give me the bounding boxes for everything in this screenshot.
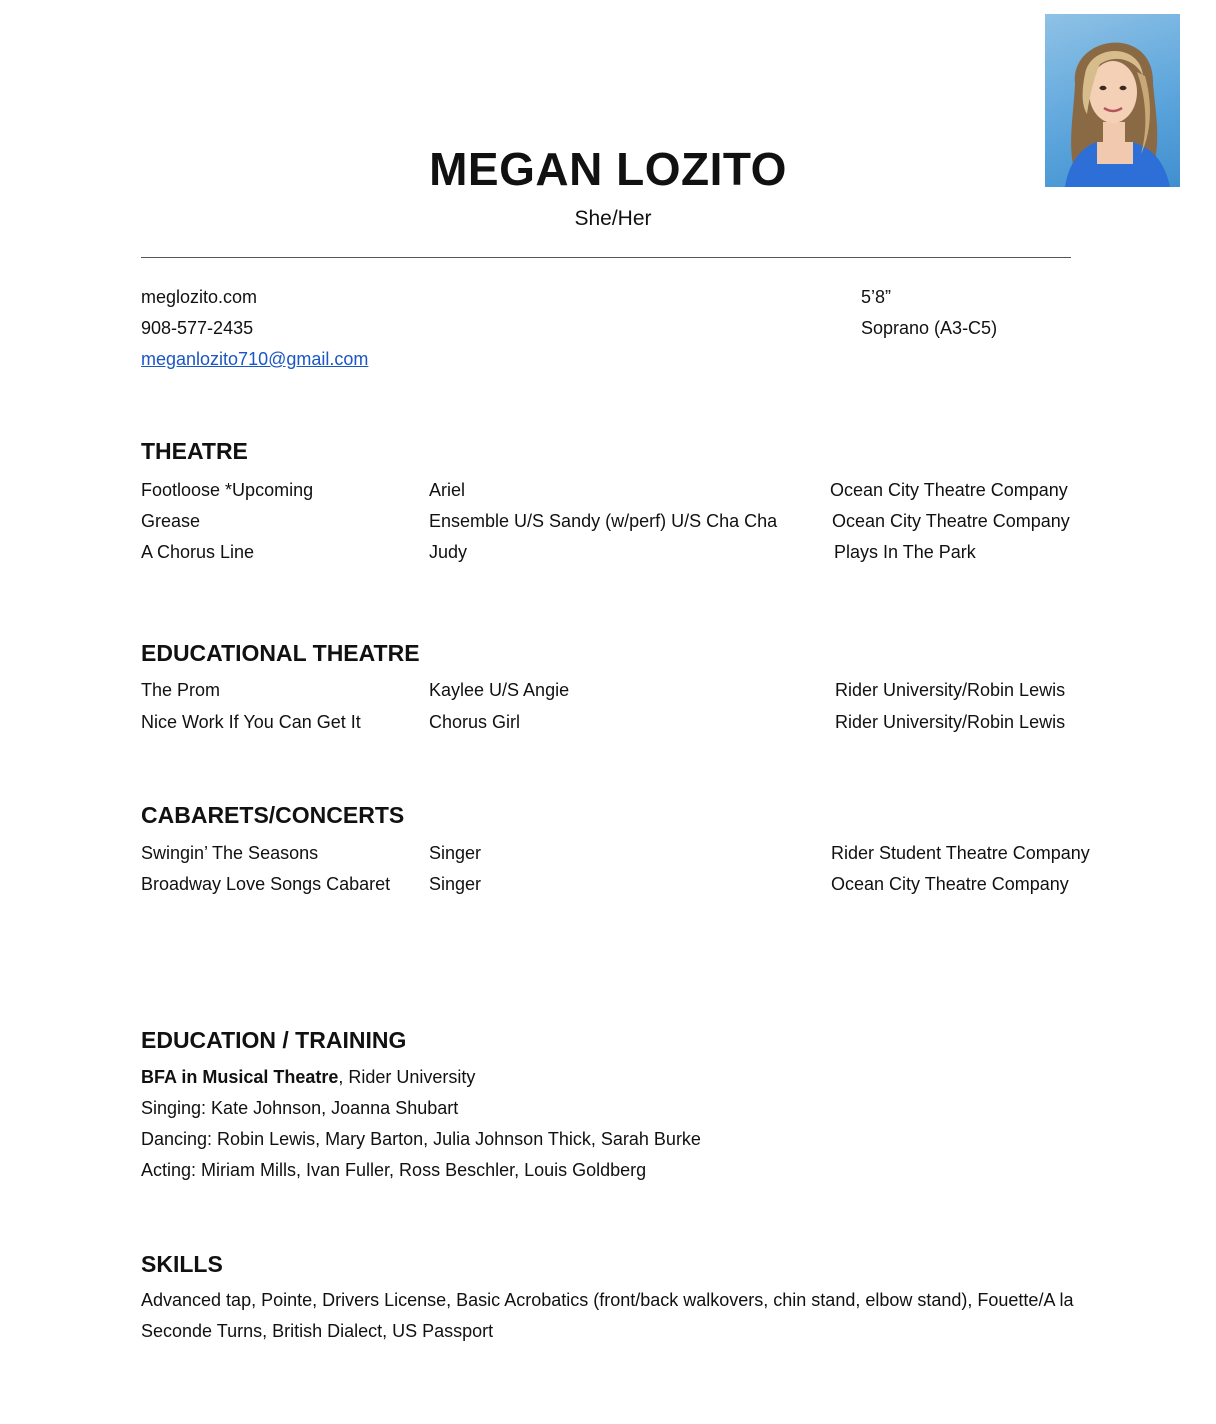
degree-line [141, 1066, 475, 1088]
credit-show: Swingin’ The Seasons [141, 843, 319, 863]
credit-show: Grease [141, 511, 201, 531]
height-text: 5’8” [861, 287, 892, 307]
pronouns: She/Her [574, 207, 652, 230]
section-heading-theatre: THEATRE [141, 438, 248, 464]
skills-text: Advanced tap, Pointe, Drivers License, Basic Acrobatics (front/back walkovers, chin stand, elbow stand), Fouette/A la Seconde Turns, British Dialect, US Passport [141, 1290, 1074, 1341]
training-singing: Singing: Kate Johnson, Joanna Shubart [141, 1098, 459, 1118]
degree-school: , Rider University [338, 1067, 476, 1087]
credit-company: Ocean City Theatre Company [830, 480, 1068, 500]
degree-title: BFA in Musical Theatre [141, 1067, 339, 1087]
credit-role: Singer [429, 874, 482, 894]
credit-show: A Chorus Line [141, 542, 255, 562]
credit-role: Judy [429, 542, 468, 562]
voice-type-text: Soprano (A3-C5) [861, 318, 998, 338]
resume-name: MEGAN LOZITO [429, 143, 787, 195]
credit-role: Ariel [429, 480, 466, 500]
section-heading-education: EDUCATION / TRAINING [141, 1027, 407, 1053]
credit-company: Ocean City Theatre Company [832, 511, 1070, 531]
section-heading-educational-theatre: EDUCATIONAL THEATRE [141, 640, 420, 666]
credit-company: Rider University/Robin Lewis [835, 712, 1066, 732]
phone-text: 908-577-2435 [141, 318, 254, 338]
email-link[interactable]: meganlozito710@gmail.com [141, 349, 369, 369]
credit-role: Singer [429, 843, 482, 863]
header-divider [141, 257, 1071, 258]
credit-show: Broadway Love Songs Cabaret [141, 874, 391, 894]
credit-company: Ocean City Theatre Company [831, 874, 1069, 894]
section-heading-cabarets: CABARETS/CONCERTS [141, 802, 405, 828]
training-dancing: Dancing: Robin Lewis, Mary Barton, Julia Johnson Thick, Sarah Burke [141, 1129, 701, 1149]
credit-role: Chorus Girl [429, 712, 521, 732]
website-text: meglozito.com [141, 287, 258, 307]
credit-show: Footloose *Upcoming [141, 480, 314, 500]
credit-show: The Prom [141, 680, 221, 700]
training-acting: Acting: Miriam Mills, Ivan Fuller, Ross Beschler, Louis Goldberg [141, 1160, 647, 1180]
section-heading-skills: SKILLS [141, 1251, 223, 1277]
credit-company: Plays In The Park [834, 542, 976, 562]
credit-company: Rider University/Robin Lewis [835, 680, 1066, 700]
credit-role: Kaylee U/S Angie [429, 680, 570, 700]
credit-role: Ensemble U/S Sandy (w/perf) U/S Cha Cha [429, 511, 778, 531]
credit-company: Rider Student Theatre Company [831, 843, 1090, 863]
credit-show: Nice Work If You Can Get It [141, 712, 361, 732]
